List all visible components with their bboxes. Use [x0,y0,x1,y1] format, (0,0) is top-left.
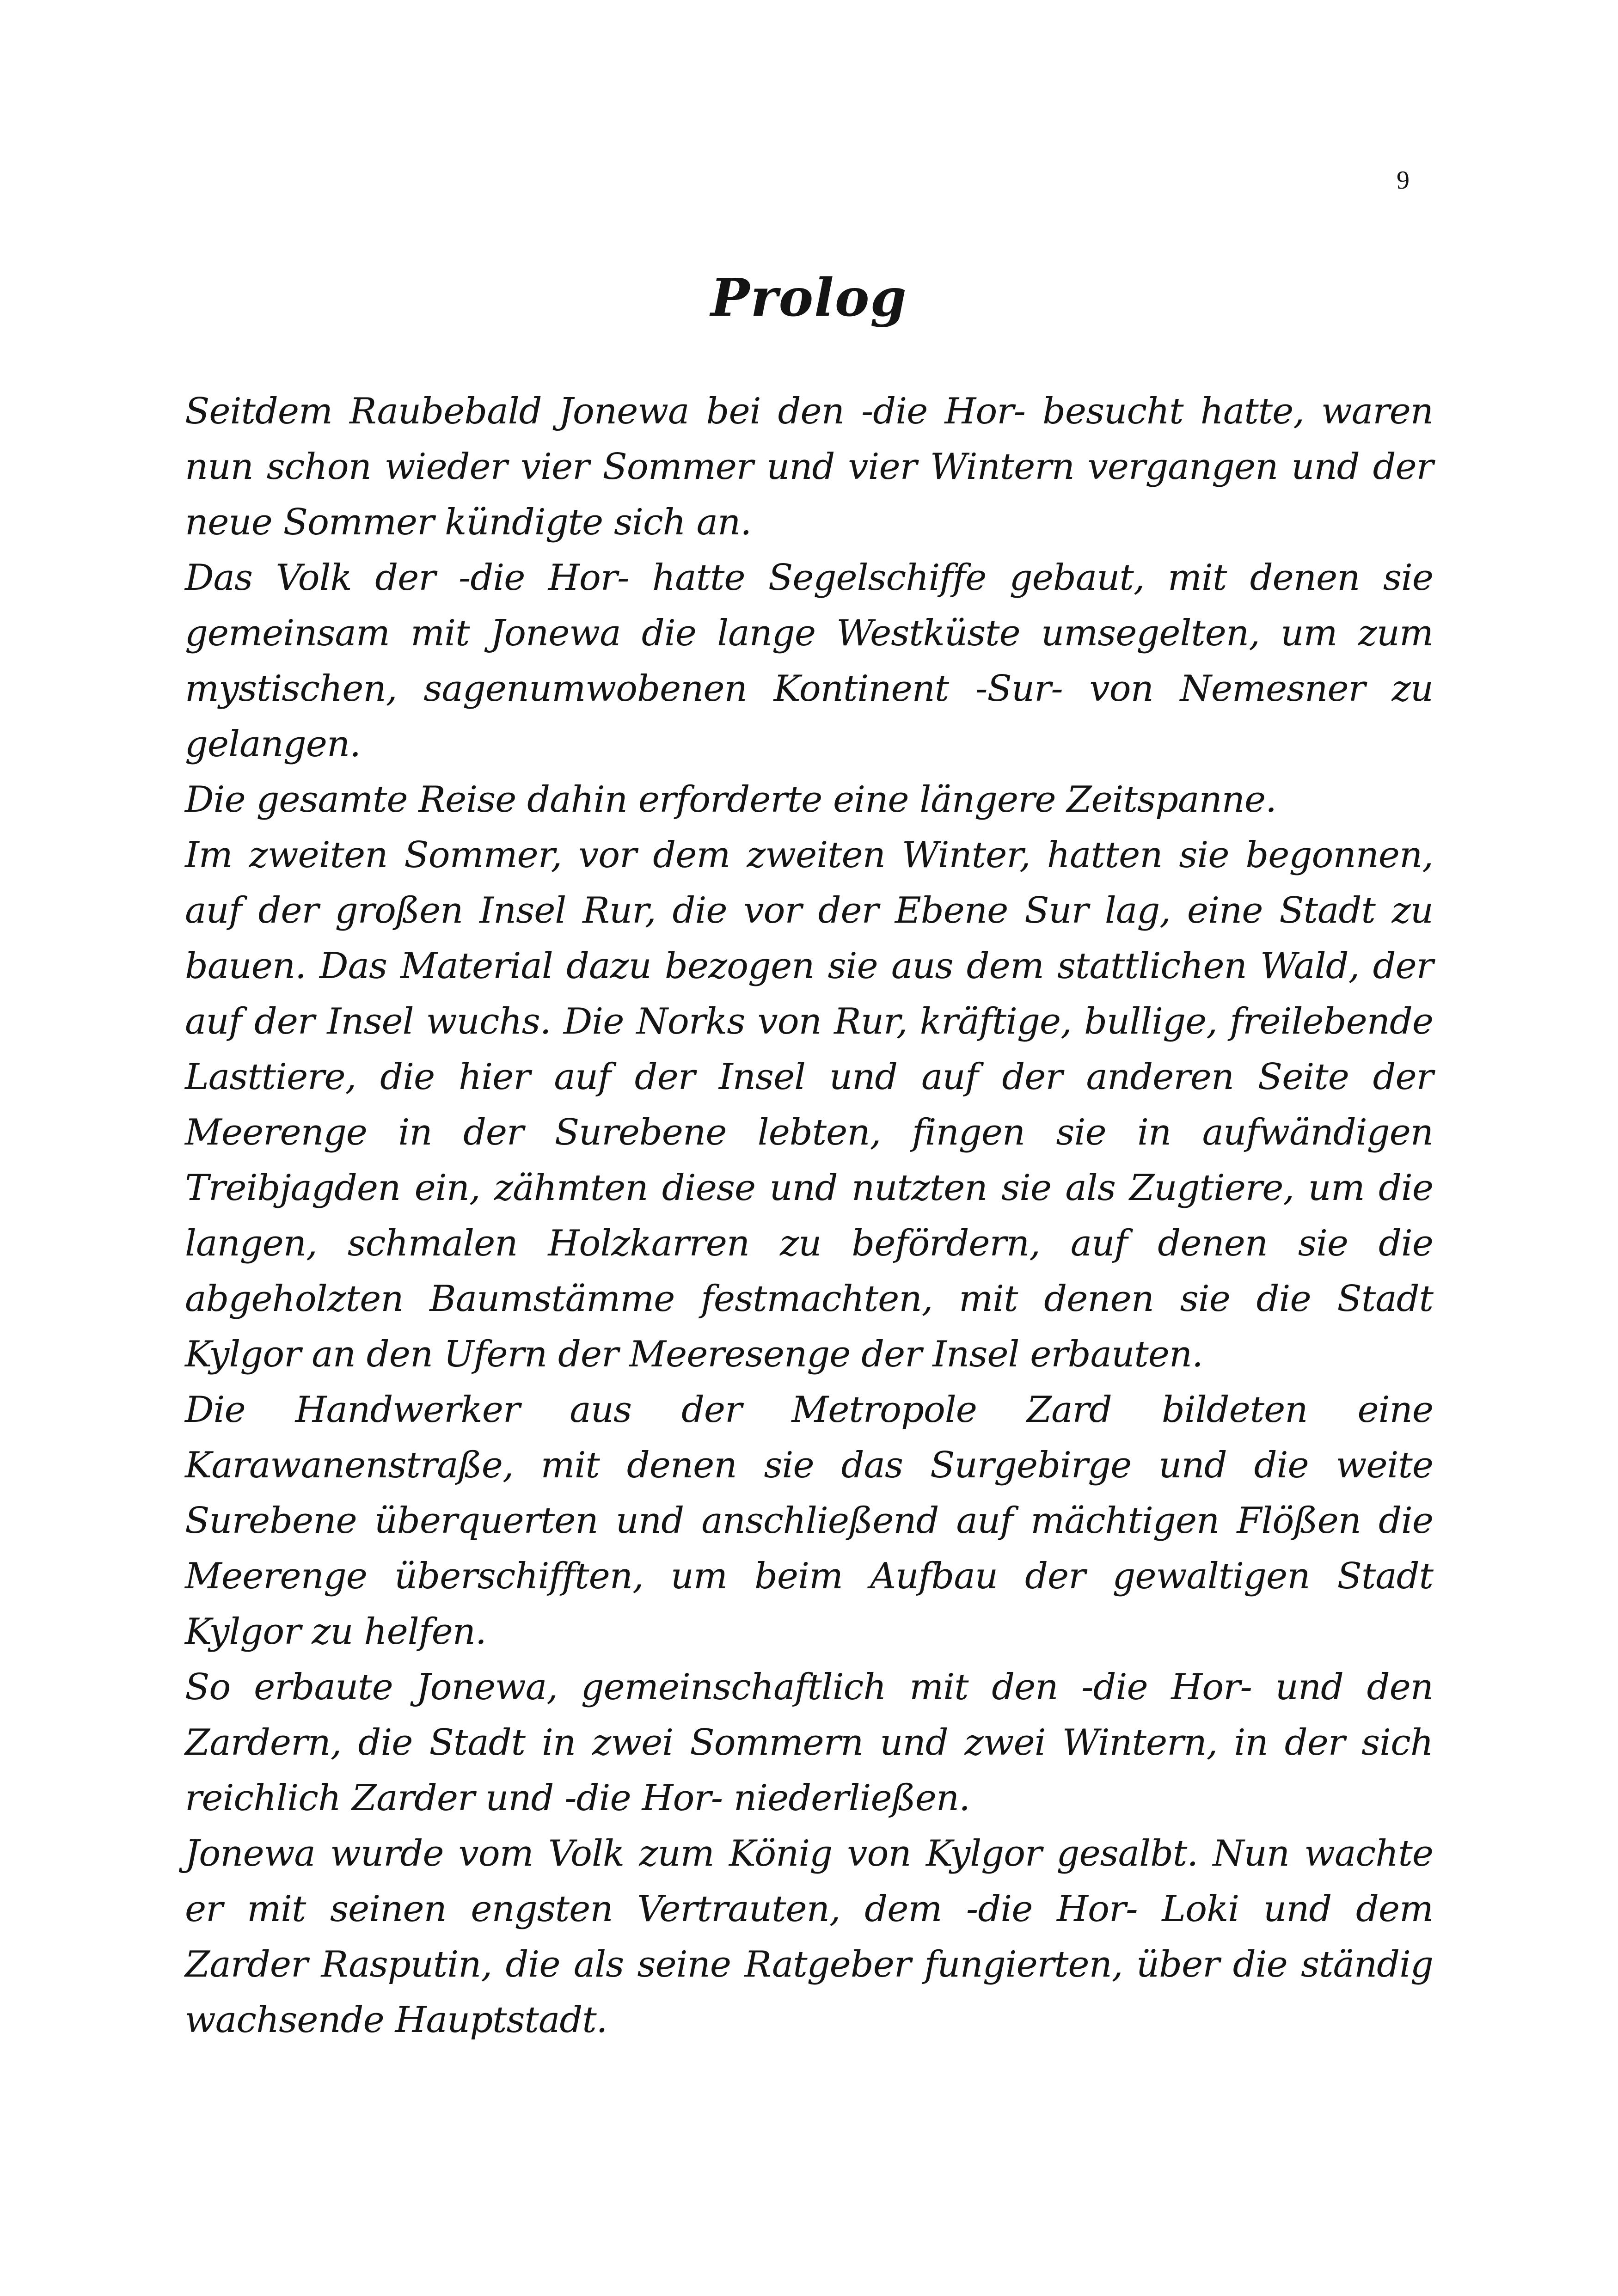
paragraph: Das Volk der -die Hor- hatte Segelschiffe gebaut, mit denen sie gemeinsam mit Jonewa die lange Westküste umsegelten, um zum mystischen, sagenumwobenen Kontinent -Sur- von Nemesner zu gelangen. [185,557,1433,765]
paragraph: Die gesamte Reise dahin erforderte eine längere Zeitspanne. [185,779,1276,820]
paragraph: Seitdem Raubebald Jonewa bei den -die Hor- besucht hatte, waren nun schon wieder vier Sommer und vier Wintern vergangen und der neue Sommer kündigte sich an. [185,391,1433,543]
paragraph: Jonewa wurde vom Volk zum König von Kylgor gesalbt. Nun wachte er mit seinen engsten Vertrauten, dem -die Hor- Loki und dem Zarder Rasputin, die als seine Ratgeber fungierten, über die ständig wachsende Hauptstadt. [185,1833,1433,2041]
page-number: 9 [1397,166,1410,195]
body-text [185,384,1433,2048]
paragraph: So erbaute Jonewa, gemeinschaftlich mit den -die Hor- und den Zardern, die Stadt in zwei Sommern und zwei Wintern, in der sich reichlich Zarder und -die Hor- niederließen. [185,1666,1433,1819]
paragraph: Im zweiten Sommer, vor dem zweiten Winter, hatten sie begonnen, auf der großen Insel Rur, die vor der Ebene Sur lag, eine Stadt zu bauen. Das Material dazu bezogen sie aus dem stattlichen Wald, der auf der Insel wuchs. Die Norks von Rur, kräftige, bullige, freilebende Lasttiere, die hier auf der Insel und auf der anderen Seite der Meerenge in der Surebene lebten, fingen sie in aufwändigen Treibjagden ein, zähmten diese und nutzten sie als Zugtiere, um die langen, schmalen Holzkarren zu befördern, auf denen sie die abgeholzten Baumstämme festmachten, mit denen sie die Stadt Kylgor an den Ufern der Meeresenge der Insel erbauten. [185,834,1433,1375]
chapter-title: Prolog [711,268,907,328]
paragraph: Die Handwerker aus der Metropole Zard bildeten eine Karawanenstraße, mit denen sie das Surgebirge und die weite Surebene überquerten und anschließend auf mächtigen Flößen die Meerenge überschifften, um beim Aufbau der gewaltigen Stadt Kylgor zu helfen. [185,1389,1433,1653]
